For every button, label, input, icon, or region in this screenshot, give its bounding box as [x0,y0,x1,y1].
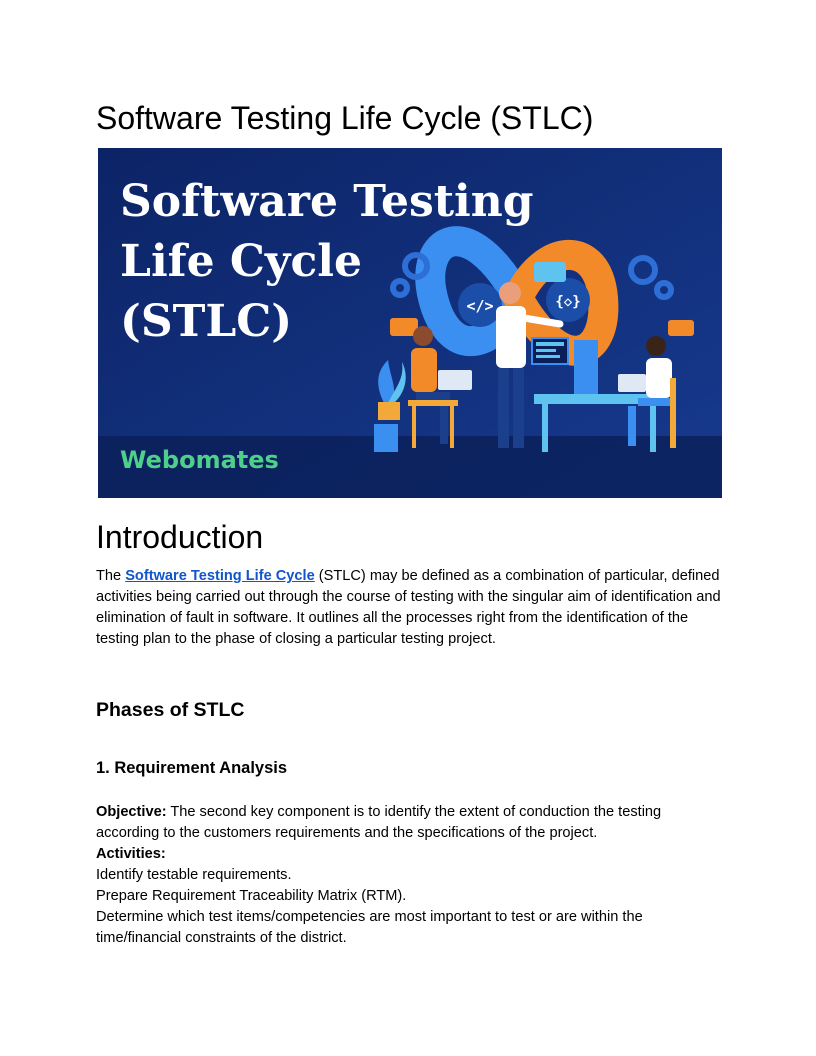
activity-item: Prepare Requirement Traceability Matrix (RTM). [96,888,407,904]
braces-icon: {◇} [555,294,581,310]
document-title: Software Testing Life Cycle (STLC) [96,100,594,136]
activities-section [96,844,726,949]
requirement-analysis-heading: 1. Requirement Analysis [96,759,288,777]
activities-label: Activities: [96,846,166,862]
introduction-heading: Introduction [96,519,264,555]
code-icon: </> [466,297,494,315]
objective-label: Objective: [96,804,167,820]
banner-heading-line-3: (STLC) [120,296,293,347]
objective-paragraph: Objective: The second key component is to identify the extent of conduction the testing according to the customers requirements and the specifications of the project. [96,804,662,841]
activity-item: Determine which test items/competencies are most important to test or are within the time/financial constraints of the district. [96,909,643,946]
banner-heading-line-1: Software Testing [120,176,534,227]
phases-heading: Phases of STLC [96,699,245,721]
introduction-paragraph: The Software Testing Life Cycle (STLC) may be defined as a combination of particular, defined activities being carried out through the course of testing with the singular aim of identification and elimination of fault in software. It outlines all the processes right from the identification of the testing plan to the phase of closing a particular testing project. [96,568,721,647]
banner-heading-line-2: Life Cycle [120,236,362,287]
stlc-link[interactable]: Software Testing Life Cycle [125,568,315,584]
activity-item: Identify testable requirements. [96,867,292,883]
webomates-logo: Webomates [120,446,279,474]
stlc-banner-image [98,148,722,498]
